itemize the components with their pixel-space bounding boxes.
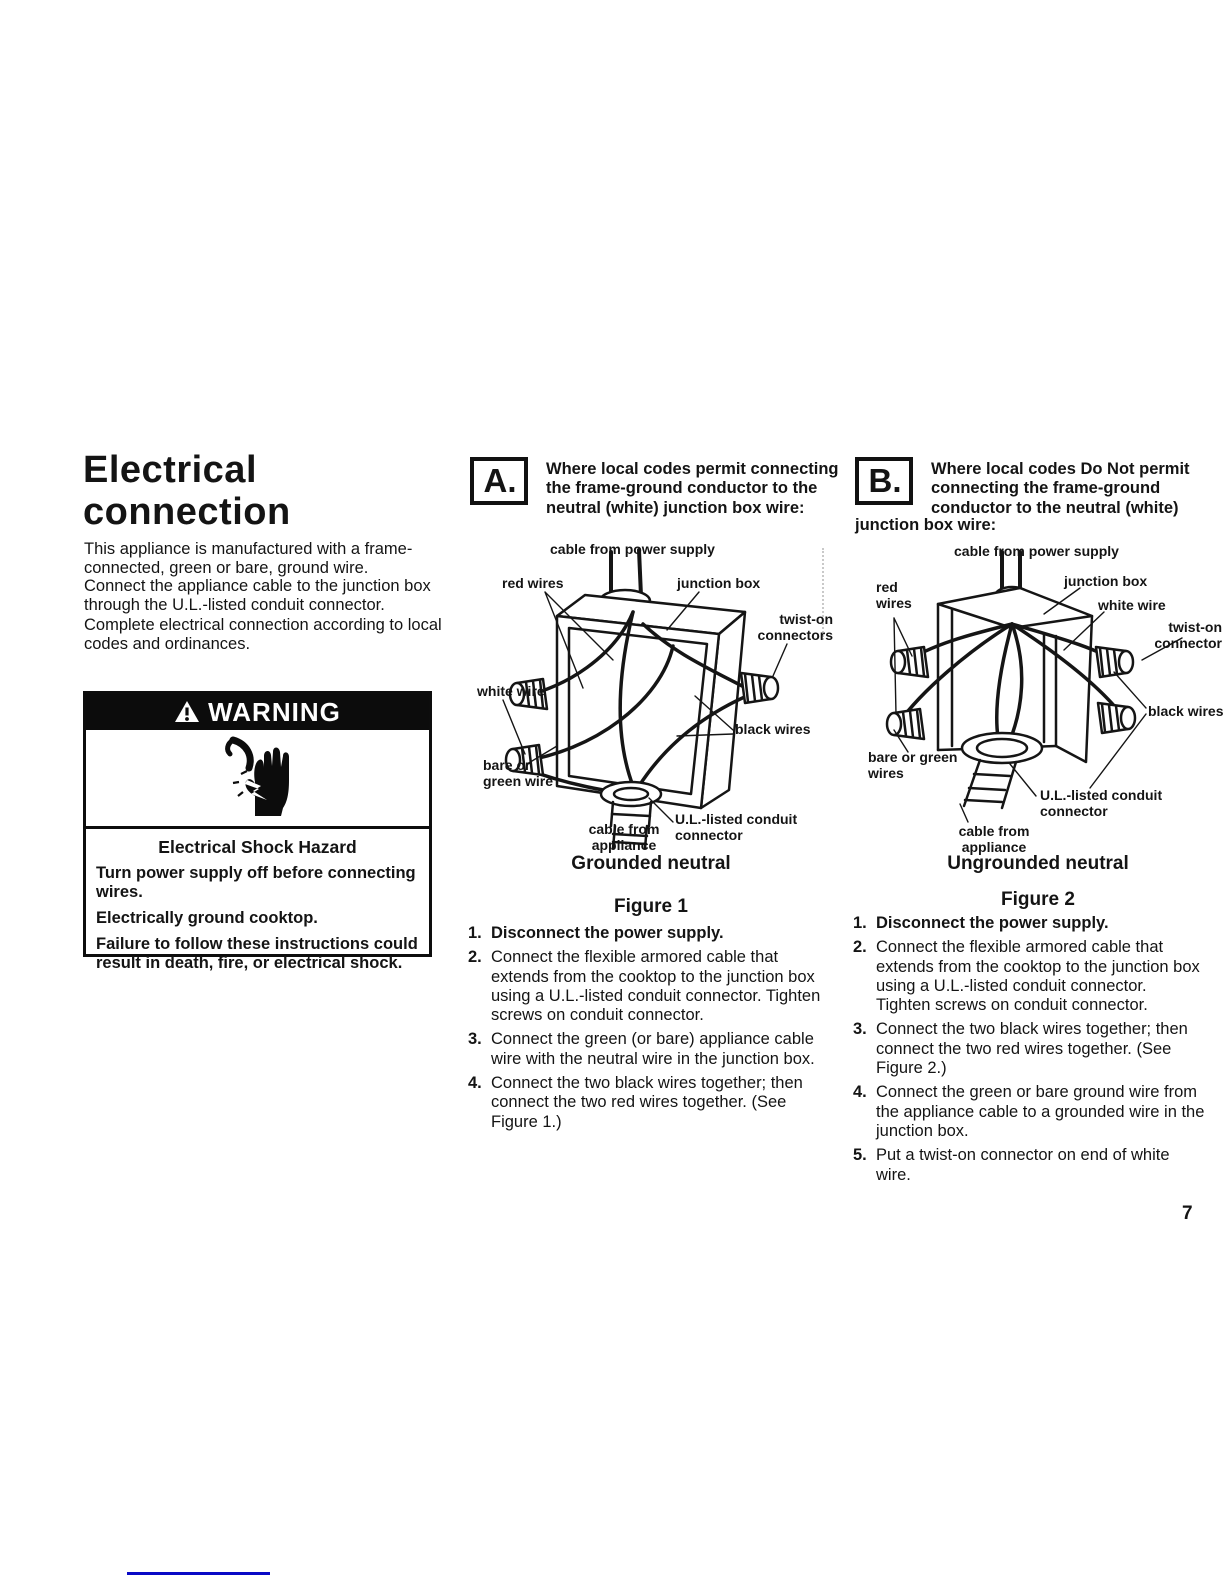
- step-item: 2. Connect the flexible armored cable that extends from the cooktop to the junction box using a U.L.-listed conduit connector. Tighten screws on conduit connector.: [468, 948, 821, 1025]
- warning-header-label: WARNING: [208, 696, 341, 727]
- fig1-label-black-wires: black wires: [735, 721, 811, 737]
- fig2-label-white-wire: white wire: [1098, 597, 1166, 613]
- step-item: 5. Put a twist-on connector on end of white wire.: [853, 1146, 1170, 1184]
- fig1-label-cable-appliance: cable from appliance: [588, 821, 660, 853]
- fig2-label-black-wires: black wires: [1148, 703, 1224, 719]
- fig1-label-junction-box: junction box: [677, 575, 761, 591]
- step-item: 2. Connect the flexible armored cable that extends from the cooktop to the junction box using a U.L.-listed conduit connector. Tighten screws on conduit connector.: [853, 938, 1200, 1015]
- step-item: 4. Connect the green or bare ground wire from the appliance cable to a grounded wire in the junction box.: [853, 1083, 1205, 1140]
- step-item: 3. Connect the two black wires together; then connect the two red wires together. (See Figure 2.): [853, 1020, 1188, 1078]
- section-a-steps: [468, 924, 832, 1137]
- fig2-label-cable-appliance: cable from appliance: [958, 823, 1030, 855]
- figure1-diagram: [465, 538, 837, 856]
- bottom-blue-line: [127, 1572, 270, 1575]
- hazard-title: Electrical Shock Hazard: [158, 837, 357, 857]
- section-a-badge: A.: [470, 457, 528, 505]
- page-title-line1: Electrical: [83, 449, 257, 491]
- warning-line-2: Electrically ground cooktop.: [96, 908, 318, 927]
- step-item: 1. Disconnect the power supply.: [853, 914, 1109, 932]
- step-item: 1. Disconnect the power supply.: [468, 924, 724, 942]
- fig1-label-bare-green: bare or green wire: [483, 757, 554, 789]
- figure2-caption: Ungrounded neutral: [947, 853, 1129, 874]
- fig1-label-white-wire: white wire: [477, 683, 545, 699]
- warning-box: [83, 691, 432, 972]
- section-b-steps: [853, 914, 1205, 1190]
- fig1-label-twist-on: twist-on connectors: [757, 611, 833, 643]
- figure1-caption: Grounded neutral: [571, 853, 731, 874]
- intro-paragraph-1: This appliance is manufactured with a frame-connected, green or bare, ground wire.: [84, 540, 413, 578]
- section-b-intro-cont: junction box wire:: [855, 516, 997, 534]
- figure2-label: Figure 2: [1001, 889, 1075, 910]
- step-item: 3. Connect the green (or bare) appliance cable wire with the neutral wire in the junction box.: [468, 1030, 815, 1068]
- fig2-label-red-wires: red wires: [876, 579, 912, 611]
- warning-line-3: Failure to follow these instructions could result in death, fire, or electrical shock.: [96, 934, 418, 972]
- page-title: [83, 450, 291, 534]
- fig2-label-twist-on: twist-on connector: [1154, 619, 1222, 651]
- page-number: 7: [1182, 1203, 1193, 1224]
- fig1-label-ul-conduit: U.L.-listed conduit connector: [675, 811, 798, 843]
- intro-paragraph-2: Connect the appliance cable to the junction box through the U.L.-listed conduit connector. Complete electrical connection according to local codes and ordinances.: [84, 577, 442, 653]
- page-title-line2: connection: [83, 490, 291, 533]
- figure1-label: Figure 1: [614, 896, 688, 917]
- fig2-label-ul-conduit: U.L.-listed conduit connector: [1040, 787, 1163, 819]
- fig2-label-junction-box: junction box: [1064, 573, 1148, 589]
- figure2-diagram: [852, 538, 1224, 856]
- fig2-label-bare-green: bare or green wires: [868, 749, 958, 781]
- warning-header: [86, 694, 429, 730]
- section-a-intro: Where local codes permit connecting the frame-ground conductor to the neutral (white) junction box wire:: [546, 460, 839, 517]
- fig1-label-cable-power: cable from power supply: [550, 541, 715, 557]
- warning-text: [86, 829, 429, 973]
- fig2-label-cable-power: cable from power supply: [954, 543, 1119, 559]
- warning-triangle-icon: [174, 700, 200, 724]
- section-b-intro: Where local codes Do Not permit connecting the frame-ground conductor to the neutral (white): [931, 460, 1190, 517]
- step-item: 4. Connect the two black wires together; then connect the two red wires together. (See Figure 1.): [468, 1074, 803, 1131]
- warning-line-1: Turn power supply off before connecting wires.: [96, 864, 416, 901]
- section-b-badge: B.: [855, 457, 913, 505]
- warning-icon-area: [86, 730, 429, 829]
- shock-hand-icon: [203, 736, 313, 820]
- fig1-label-red-wires: red wires: [502, 575, 564, 591]
